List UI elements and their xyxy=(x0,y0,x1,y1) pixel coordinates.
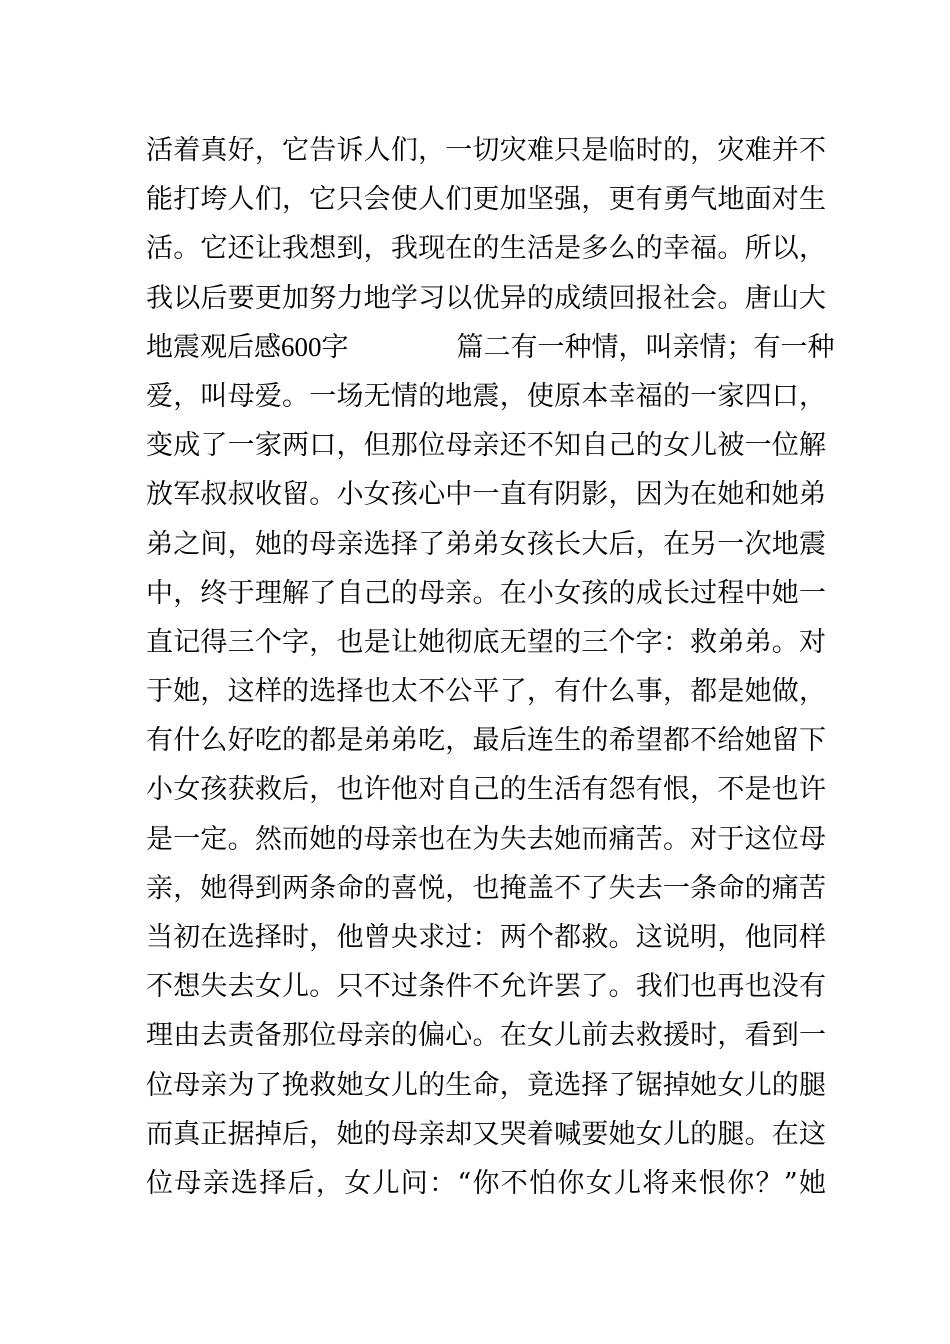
text-line-5-continuation: 篇二有一种情，叫亲情；有一种 xyxy=(456,331,835,363)
document-body-text xyxy=(146,126,835,1208)
text-line-5-number: 600 xyxy=(281,331,322,362)
text-line-22: 位母亲选择后，女儿问：“你不怕你女儿将来恨你？”她 xyxy=(146,1167,826,1199)
text-line-15: 是一定。然而她的母亲也在为失去她而痛苦。对于这位母 xyxy=(146,823,826,855)
text-line-2: 能打垮人们，它只会使人们更加坚强，更有勇气地面对生 xyxy=(146,184,826,216)
text-line-18: 不想失去女儿。只不过条件不允许罢了。我们也再也没有 xyxy=(146,971,826,1003)
text-line-5-unit: 字 xyxy=(321,331,349,363)
text-line-14: 小女孩获救后，也许他对自己的生活有怨有恨，不是也许 xyxy=(146,774,826,806)
text-line-16: 亲，她得到两条命的喜悦，也掩盖不了失去一条命的痛苦 xyxy=(146,872,826,904)
text-line-21: 而真正据掉后，她的母亲却又哭着喊要她女儿的腿。在这 xyxy=(146,1118,826,1150)
text-line-7: 变成了一家两口，但那位母亲还不知自己的女儿被一位解 xyxy=(146,430,826,462)
text-line-1: 活着真好，它告诉人们，一切灾难只是临时的，灾难并不 xyxy=(146,135,826,166)
text-line-13: 有什么好吃的都是弟弟吃，最后连生的希望都不给她留下 xyxy=(146,725,826,757)
text-line-6: 爱，叫母爱。一场无情的地震，使原本幸福的一家四口， xyxy=(146,380,826,412)
text-line-8: 放军叔叔收留。小女孩心中一直有阴影，因为在她和她弟 xyxy=(146,479,826,511)
text-line-10: 中，终于理解了自己的母亲。在小女孩的成长过程中她一 xyxy=(146,577,826,609)
text-line-5-title: 地震观后感 xyxy=(146,331,281,363)
text-line-11: 直记得三个字，也是让她彻底无望的三个字：救弟弟。对 xyxy=(146,626,826,658)
text-line-19: 理由去责备那位母亲的偏心。在女儿前去救援时，看到一 xyxy=(146,1020,826,1052)
text-line-4: 我以后要更加努力地学习以优异的成绩回报社会。唐山大 xyxy=(146,282,826,314)
text-line-12: 于她，这样的选择也太不公平了，有什么事，都是她做， xyxy=(146,676,826,708)
text-line-3: 活。它还让我想到，我现在的生活是多么的幸福。所以， xyxy=(146,233,826,265)
text-line-9: 弟之间，她的母亲选择了弟弟女孩长大后，在另一次地震 xyxy=(146,528,826,560)
text-line-17: 当初在选择时，他曾央求过：两个都救。这说明，他同样 xyxy=(146,922,826,953)
text-line-5 xyxy=(146,323,835,372)
text-line-20: 位母亲为了挽救她女儿的生命，竟选择了锯掉她女儿的腿 xyxy=(146,1069,826,1101)
